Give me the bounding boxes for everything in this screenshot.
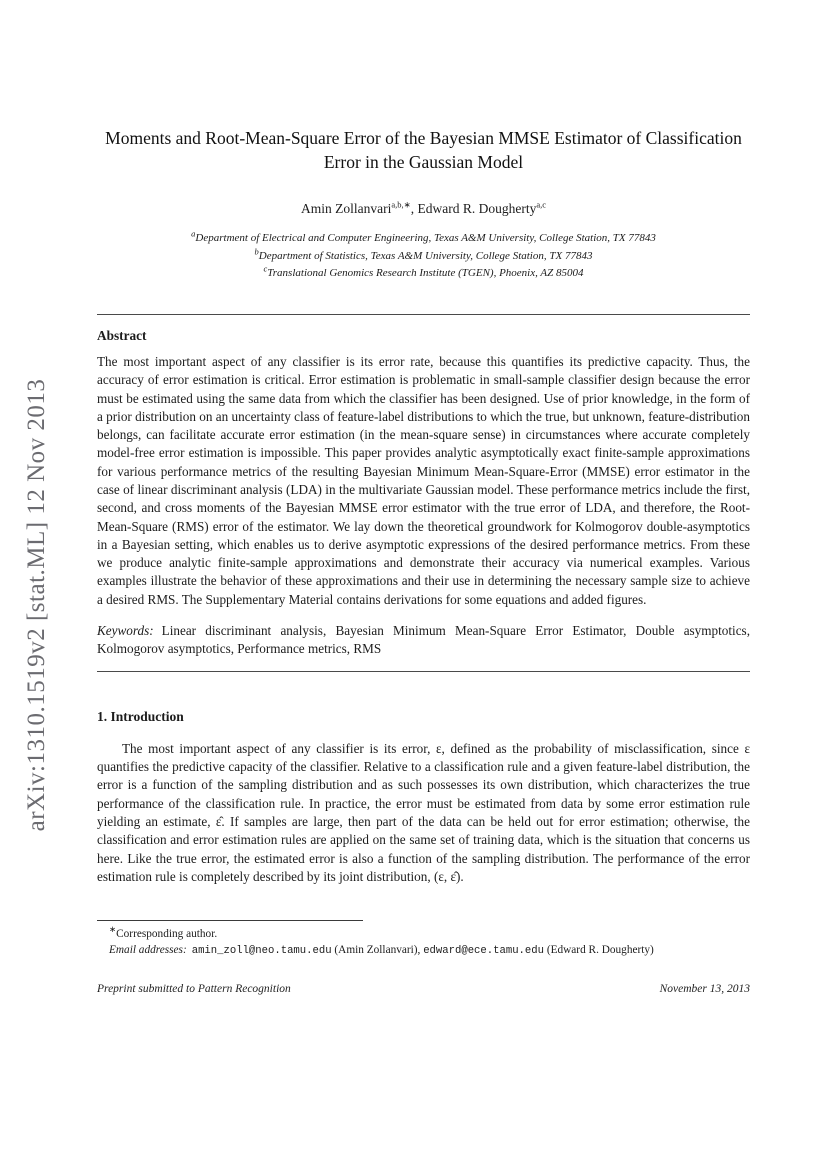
- author-separator: ,: [410, 201, 418, 217]
- affiliation-a-marker: a: [191, 228, 196, 239]
- footer-preprint-note: Preprint submitted to Pattern Recognition: [97, 983, 291, 995]
- abstract-top-rule: [97, 314, 750, 315]
- arxiv-identifier: arXiv:1310.1519v2 [stat.ML] 12 Nov 2013: [23, 378, 50, 832]
- email-addresses-label: Email addresses:: [109, 944, 187, 957]
- keywords-line: [97, 622, 750, 659]
- abstract-heading: Abstract: [97, 328, 147, 344]
- affiliations-block: [97, 230, 750, 283]
- footer-date: November 13, 2013: [659, 983, 750, 995]
- affiliation-c: [97, 265, 750, 283]
- email-address-1: amin_zoll@neo.tamu.edu: [191, 945, 332, 958]
- footnote-marker: ∗: [109, 924, 117, 935]
- email-address-2: edward@ece.tamu.edu: [423, 945, 544, 958]
- affiliation-b-text: Department of Statistics, Texas A&M University, College Station, TX 77843: [258, 249, 593, 262]
- affiliation-b-marker: b: [254, 246, 259, 257]
- author-line: [97, 201, 750, 217]
- affiliation-b: [97, 248, 750, 266]
- author-1-name: Amin Zollanvari: [300, 201, 392, 217]
- corresponding-author-note: [97, 926, 750, 942]
- affiliation-a-text: Department of Electrical and Computer Engineering, Texas A&M University, College Station, TX 77843: [195, 232, 656, 245]
- paper-title: Moments and Root-Mean-Square Error of the Bayesian MMSE Estimator of Classification Error in the Gaussian Model: [105, 128, 742, 173]
- author-2-name: Edward R. Dougherty: [417, 201, 537, 217]
- author-1-affiliation-marks: a,b,∗: [391, 199, 411, 210]
- email-addresses-line: [97, 942, 750, 959]
- affiliation-a: [97, 230, 750, 248]
- corresponding-author-text: Corresponding author.: [116, 928, 218, 940]
- keywords-text: Linear discriminant analysis, Bayesian Minimum Mean-Square Error Estimator, Double asymptotics, Kolmogorov asymptotics, Performance metrics, RMS: [97, 623, 750, 657]
- footnote-block: [97, 920, 750, 960]
- abstract-paragraph: The most important aspect of any classifier is its error rate, because this quantifies its predictive capacity. Thus, the accuracy of error estimation is critical. Error estimation is problematic in small-sample classifier design because the error must be estimated using the same data from which the classifier has been designed. Use of prior knowledge, in the form of a prior distribution on an uncertainty class of feature-label distributions to which the true, but unknown, feature-distribution belongs, can facilitate accurate error estimation (in the mean-square sense) in circumstances where accurate completely model-free error estimation is impossible. This paper provides analytic asymptotically exact finite-sample approximations for various performance metrics of the resulting Bayesian Minimum Mean-Square-Error (MMSE) error estimator in the case of linear discriminant analysis (LDA) in the multivariate Gaussian model. These performance metrics include the first, second, and cross moments of the Bayesian MMSE error estimator with the true error of LDA, and therefore, the Root-Mean-Square (RMS) error of the estimator. We lay down the theoretical groundwork for Kolmogorov double-asymptotics in a Bayesian setting, which enables us to derive asymptotic expressions of the desired performance metrics. From these we produce analytic finite-sample approximations and demonstrate their accuracy via numerical examples. Various examples illustrate the behavior of these approximations and their use in determining the necessary sample size to achieve a desired RMS. The Supplementary Material contains derivations for some equations and added figures.: [97, 354, 750, 607]
- email-2-owner: (Edward R. Dougherty): [544, 944, 654, 957]
- page-footer: [97, 983, 750, 995]
- affiliation-c-marker: c: [263, 263, 268, 274]
- email-1-owner: (Amin Zollanvari),: [331, 944, 424, 957]
- paper-content-column: [97, 0, 750, 886]
- author-2-affiliation-marks: a,c: [536, 199, 547, 210]
- introduction-paragraph: The most important aspect of any classifier is its error, ε, defined as the probability of misclassification, since ε quantifies the predictive capacity of the classifier. Relative to a classification rule and a given feature-label distribution, the error is a function of the sampling distribution and as such possesses its own distribution, which characterizes the true performance of the classification rule. In practice, the error must be estimated from data by some error estimation rule yielding an estimate, ε̂. If samples are large, then part of the data can be held out for error estimation; otherwise, the classification and error estimation rules are applied on the same set of training data, which is the situation that concerns us here. Like the true error, the estimated error is also a function of the sampling distribution. The performance of the error estimation rule is completely described by its joint distribution, (ε, ε̂).: [97, 740, 750, 884]
- abstract-bottom-rule: [97, 671, 750, 672]
- keywords-label: Keywords:: [97, 623, 154, 638]
- footnote-rule: [97, 920, 363, 921]
- affiliation-c-text: Translational Genomics Research Institute (TGEN), Phoenix, AZ 85004: [267, 267, 584, 280]
- section-heading-introduction: 1. Introduction: [97, 708, 184, 724]
